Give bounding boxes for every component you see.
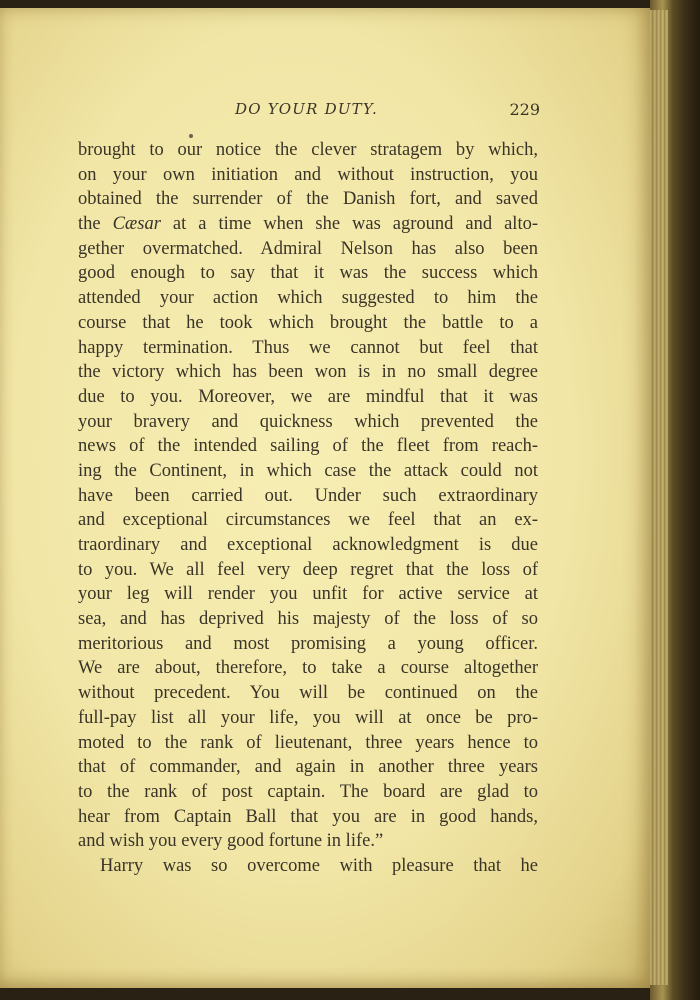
text-line: attended your action which suggested to him the <box>78 288 538 309</box>
text-line: to the rank of post captain. The board are glad to <box>78 781 538 802</box>
text-fragment: the <box>78 214 113 235</box>
text-line: meritorious and most promising a young officer. <box>78 633 538 654</box>
text-line: full-pay list all your life, you will at once be pro- <box>78 707 538 728</box>
book-spine <box>650 0 700 1000</box>
text-line <box>78 212 538 237</box>
running-header <box>78 100 540 126</box>
chapter-title: DO YOUR DUTY. <box>235 100 379 118</box>
page-number: 229 <box>509 100 540 119</box>
text-line: moted to the rank of lieutenant, three years hence to <box>78 732 538 753</box>
text-line: to you. We all feel very deep regret that the loss of <box>78 559 538 580</box>
ship-name: Cæsar <box>112 214 161 235</box>
text-line: and exceptional circumstances we feel that an ex- <box>78 510 538 531</box>
text-line: news of the intended sailing of the fleet from reach- <box>78 436 538 457</box>
text-line: course that he took which brought the battle to a <box>78 312 538 333</box>
text-line: your leg will render you unfit for active service at <box>78 584 538 605</box>
text-line: hear from Captain Ball that you are in good hands, <box>78 806 538 827</box>
text-line: ing the Continent, in which case the attack could not <box>78 460 538 481</box>
book-page <box>0 8 650 988</box>
body-text <box>78 138 538 879</box>
text-line: on your own initiation and without instruction, you <box>78 164 538 185</box>
text-line: that of commander, and again in another three years <box>78 757 538 778</box>
text-line: the victory which has been won is in no small degree <box>78 362 538 383</box>
text-line: We are about, therefore, to take a course altogether <box>78 658 538 679</box>
text-line: brought to our notice the clever stratagem by which, <box>78 140 538 160</box>
text-line: gether overmatched. Admiral Nelson has also been <box>78 238 538 259</box>
page-edges <box>650 10 668 985</box>
text-line: Harry was so overcome with pleasure that he <box>100 855 538 876</box>
text-line: without precedent. You will be continued on the <box>78 683 538 704</box>
text-line: sea, and has deprived his majesty of the loss of so <box>78 609 538 630</box>
text-line: and wish you every good fortune in life.” <box>78 831 384 852</box>
text-line: traordinary and exceptional acknowledgment is due <box>78 535 538 555</box>
text-line: your bravery and quickness which prevented the <box>78 411 538 432</box>
text-line: good enough to say that it was the success which <box>78 263 538 284</box>
text-line: due to you. Moreover, we are mindful that it was <box>78 386 538 407</box>
text-line: happy termination. Thus we cannot but feel that <box>78 337 538 358</box>
text-fragment: at a time when she was aground and alto- <box>160 214 538 235</box>
text-line: have been carried out. Under such extraordinary <box>78 485 538 506</box>
text-line: obtained the surrender of the Danish fort, and saved <box>78 189 538 210</box>
